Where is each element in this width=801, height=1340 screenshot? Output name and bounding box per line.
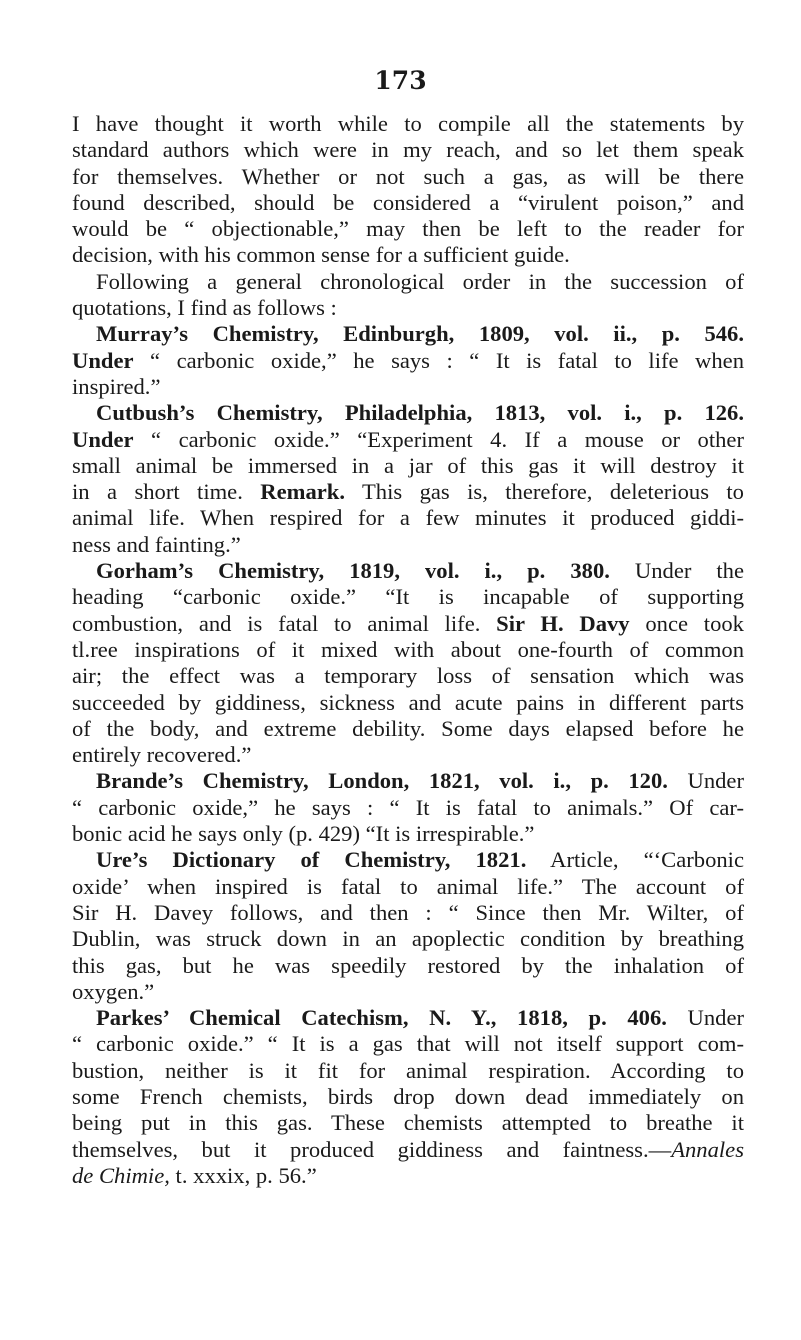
italic-text: de Chimie, <box>72 1162 170 1188</box>
text-line <box>72 716 744 742</box>
text-run: standard authors which were in my reach, and so let them speak <box>72 137 744 163</box>
text-line <box>72 453 744 479</box>
text-run: Article, “‘Carbonic <box>526 847 744 873</box>
text-run: Dublin, was struck down in an apoplectic condition by breathing <box>72 926 744 952</box>
text-line <box>72 742 744 768</box>
text-run: “ carbonic oxide.” “Experiment 4. If a mouse or other <box>133 426 744 452</box>
text-run: animal life. When respired for a few minutes it produced giddi- <box>72 505 744 531</box>
text-run: of the body, and extreme debility. Some days elapsed before he <box>72 715 744 741</box>
text-line <box>72 611 744 637</box>
text-line <box>72 1163 744 1189</box>
body-text <box>72 111 744 1189</box>
text-line <box>72 374 744 400</box>
text-run: “ carbonic oxide.” “ It is a gas that will not itself support com- <box>72 1031 744 1057</box>
text-run: succeeded by giddiness, sickness and acute pains in different parts <box>72 689 744 715</box>
text-run: once took <box>629 610 744 636</box>
text-line <box>72 953 744 979</box>
text-run: combustion, and is fatal to animal life. <box>72 610 497 636</box>
bold-text: Gorham’s Chemistry, 1819, vol. i., p. 380. <box>96 558 610 584</box>
text-line <box>72 400 744 426</box>
text-line <box>72 900 744 926</box>
text-run: for themselves. Whether or not such a gas, as will be there <box>72 163 744 189</box>
text-line <box>72 111 744 137</box>
text-line <box>72 874 744 900</box>
text-run: bonic acid he says only (p. 429) “It is irrespirable.” <box>72 821 535 847</box>
bold-text: Cutbush’s Chemistry, Philadelphia, 1813, vol. i., p. 126. <box>96 400 744 426</box>
text-line <box>72 847 744 873</box>
bold-text: Remark. <box>260 479 345 505</box>
text-run: themselves, but it produced giddiness and faintness.— <box>72 1136 672 1162</box>
text-run: entirely recovered.” <box>72 742 252 768</box>
text-line <box>72 926 744 952</box>
text-line <box>72 164 744 190</box>
text-run: ness and fainting.” <box>72 531 241 557</box>
text-line <box>72 584 744 610</box>
text-line <box>72 1110 744 1136</box>
text-line <box>72 479 744 505</box>
text-line <box>72 321 744 347</box>
text-run: would be “ objectionable,” may then be left to the reader for <box>72 216 744 242</box>
page-number: 173 <box>374 66 427 95</box>
bold-text: Brande’s Chemistry, London, 1821, vol. i., p. 120. <box>96 768 668 794</box>
text-line <box>72 690 744 716</box>
text-line <box>72 295 744 321</box>
text-line <box>72 1137 744 1163</box>
text-line <box>72 269 744 295</box>
bold-text: Parkes’ Chemical Catechism, N. Y., 1818, p. 406. <box>96 1005 667 1031</box>
text-run: Sir H. Davey follows, and then : “ Since then Mr. Wilter, of <box>72 899 744 925</box>
text-run: inspired.” <box>72 373 161 399</box>
text-line <box>72 190 744 216</box>
text-run: Under the <box>609 558 744 584</box>
text-line <box>72 1005 744 1031</box>
text-run: “ carbonic oxide,” he says : “ It is fatal to animals.” Of car- <box>72 794 744 820</box>
text-run: I have thought it worth while to compile all the statements by <box>72 111 744 136</box>
bold-text: Ure’s Dictionary of Chemistry, 1821. <box>96 847 527 873</box>
bold-text: Sir H. Davy <box>496 610 630 636</box>
text-line <box>72 795 744 821</box>
text-run: “ carbonic oxide,” he says : “ It is fatal to life when <box>133 347 744 373</box>
text-run: Following a general chronological order in the succession of <box>96 268 744 294</box>
text-line <box>72 137 744 163</box>
text-run: heading “carbonic oxide.” “It is incapable of supporting <box>72 584 744 610</box>
text-line <box>72 1084 744 1110</box>
text-run: Under <box>667 768 744 794</box>
bold-text: Under <box>72 426 134 452</box>
text-line <box>72 558 744 584</box>
text-run: oxygen.” <box>72 978 155 1004</box>
text-run: decision, with his common sense for a sufficient guide. <box>72 242 570 268</box>
text-line <box>72 768 744 794</box>
text-line <box>72 242 744 268</box>
italic-text: Annales <box>671 1136 744 1162</box>
text-run: bustion, neither is it fit for animal respiration. According to <box>72 1057 744 1083</box>
text-line <box>72 532 744 558</box>
text-line <box>72 427 744 453</box>
text-run: being put in this gas. These chemists attempted to breathe it <box>72 1110 744 1136</box>
text-run: some French chemists, birds drop down dead immediately on <box>72 1083 744 1109</box>
text-run: t. xxxix, p. 56.” <box>169 1162 317 1188</box>
text-run: Under <box>666 1005 744 1031</box>
text-line <box>72 637 744 663</box>
text-run: found described, should be considered a “virulent poison,” and <box>72 189 744 215</box>
text-line <box>72 1058 744 1084</box>
text-run: tl.ree inspirations of it mixed with about one-fourth of common <box>72 636 744 662</box>
text-line <box>72 216 744 242</box>
bold-text: Under <box>72 347 134 373</box>
text-line <box>72 663 744 689</box>
text-run: small animal be immersed in a jar of this gas it will destroy it <box>72 452 744 478</box>
text-run: this gas, but he was speedily restored by the inhalation of <box>72 952 744 978</box>
text-line <box>72 821 744 847</box>
text-run: in a short time. <box>72 479 261 505</box>
text-line <box>72 1031 744 1057</box>
text-run: quotations, I find as follows : <box>72 295 337 321</box>
text-line <box>72 979 744 1005</box>
text-run: oxide’ when inspired is fatal to animal life.” The account of <box>72 873 744 899</box>
text-line <box>72 505 744 531</box>
text-run: This gas is, therefore, deleterious to <box>345 479 744 505</box>
text-line <box>72 348 744 374</box>
bold-text: Murray’s Chemistry, Edinburgh, 1809, vol. ii., p. 546. <box>96 321 744 347</box>
text-run: air; the effect was a temporary loss of sensation which was <box>72 663 744 689</box>
